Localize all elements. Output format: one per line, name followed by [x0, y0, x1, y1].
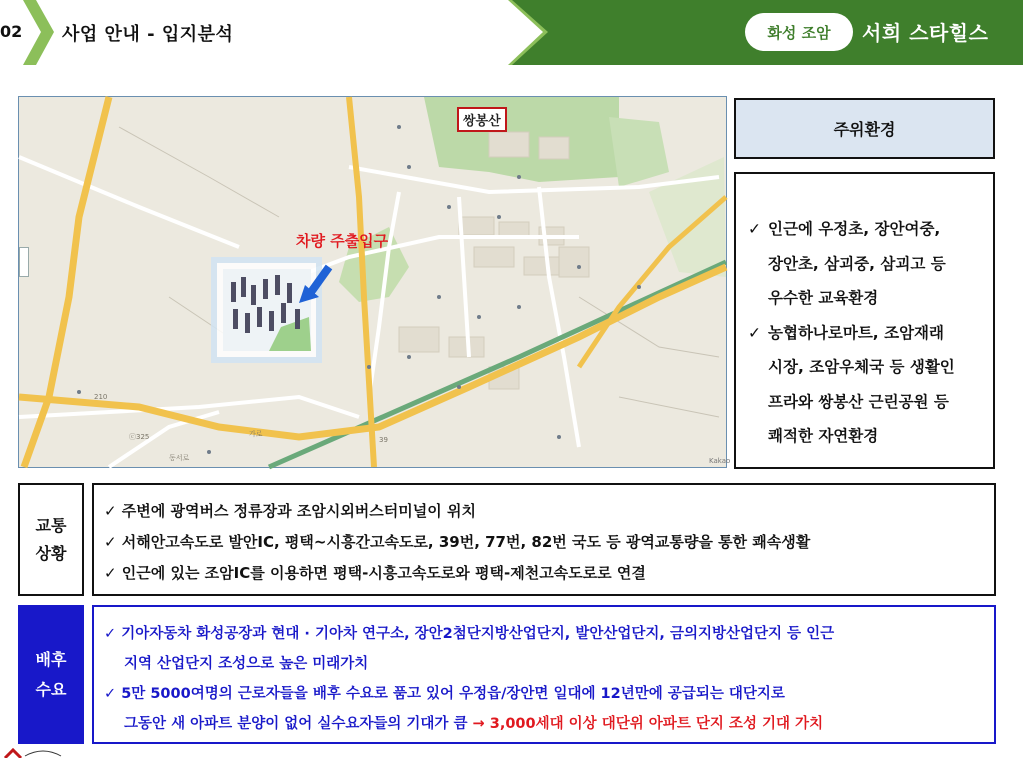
- traffic-box: [92, 483, 996, 596]
- demand-item-continued: [104, 709, 994, 739]
- svg-text:39: 39: [379, 436, 388, 444]
- map-credit: Kakao: [709, 457, 731, 465]
- check-icon: ✓: [748, 323, 761, 342]
- demand-item-continued: 지역 산업단지 조성으로 높은 미래가치: [124, 656, 369, 672]
- demand-emphasis: → 3,000세대 이상 대단위 아파트 단지 조성 기대 가치: [467, 716, 824, 732]
- section-number: 02: [0, 22, 23, 41]
- logo-fragment-icon: [3, 746, 63, 758]
- svg-text:ⓒ325: ⓒ325: [129, 433, 150, 441]
- traffic-item: ✓ 인근에 있는 조암IC를 이용하면 평택-시흥고속도로와 평택-제천고속도로로 연결: [104, 564, 646, 582]
- traffic-label-line: 상황: [35, 543, 67, 563]
- demand-item: ✓ 5만 5000여명의 근로자들을 배후 수요로 품고 있어 우정읍/장안면 일대에 12년만에 공급되는 대단지로: [104, 686, 785, 702]
- check-icon: ✓: [748, 220, 761, 238]
- surroundings-line: 인근에 우정초, 장안여중,: [768, 220, 941, 238]
- surroundings-heading: 주위환경: [734, 98, 995, 159]
- surroundings-line: 우수한 교육환경: [768, 289, 879, 307]
- page-title: 사업 안내 - 입지분석: [62, 24, 234, 45]
- surroundings-box: [734, 172, 995, 469]
- map-drawing: [19, 97, 731, 467]
- mountain-label: 쌍봉산: [457, 107, 507, 132]
- traffic-item: ✓ 서해안고속도로 발안IC, 평택~시흥간고속도로, 39번, 77번, 82번 국도 등 광역교통량을 통한 쾌속생활: [104, 533, 811, 551]
- surroundings-item: [748, 212, 983, 316]
- svg-text:동서로: 동서로: [169, 454, 190, 462]
- demand-label-line: 수요: [35, 679, 67, 699]
- demand-label: [18, 605, 84, 744]
- demand-label-line: 배후: [35, 649, 67, 669]
- location-map: [18, 96, 731, 468]
- traffic-label: [18, 483, 84, 596]
- entrance-label: 차량 주출입구: [296, 232, 389, 250]
- surroundings-line: 프라와 쌍봉산 근린공원 등: [768, 392, 949, 411]
- traffic-item: ✓ 주변에 광역버스 정류장과 조암시외버스터미널이 위치: [104, 502, 476, 520]
- demand-box: [92, 605, 996, 744]
- surroundings-line: 시장, 조암우체국 등 생활인: [768, 358, 955, 376]
- svg-text:가로: 가로: [249, 430, 263, 438]
- demand-item: ✓ 기아자동차 화성공장과 현대 · 기아차 연구소, 장안2첨단지방산업단지, 발안산업단지, 금의지방산업단지 등 인근: [104, 626, 835, 642]
- location-badge: 화성 조암: [745, 13, 853, 51]
- demand-text: 그동안 새 아파트 분양이 없어 실수요자들의 기대가 큼: [124, 716, 468, 732]
- brand-name: 서희 스타힐스: [862, 21, 989, 45]
- traffic-label-line: 교통: [35, 515, 67, 535]
- map-side-handle[interactable]: [19, 247, 29, 277]
- surroundings-line: 장안초, 삼괴중, 삼괴고 등: [768, 254, 946, 273]
- surroundings-line: 농협하나로마트, 조암재래: [768, 323, 944, 342]
- svg-text:210: 210: [94, 393, 108, 401]
- surroundings-item: [748, 316, 983, 454]
- surroundings-line: 쾌적한 자연환경: [768, 427, 879, 445]
